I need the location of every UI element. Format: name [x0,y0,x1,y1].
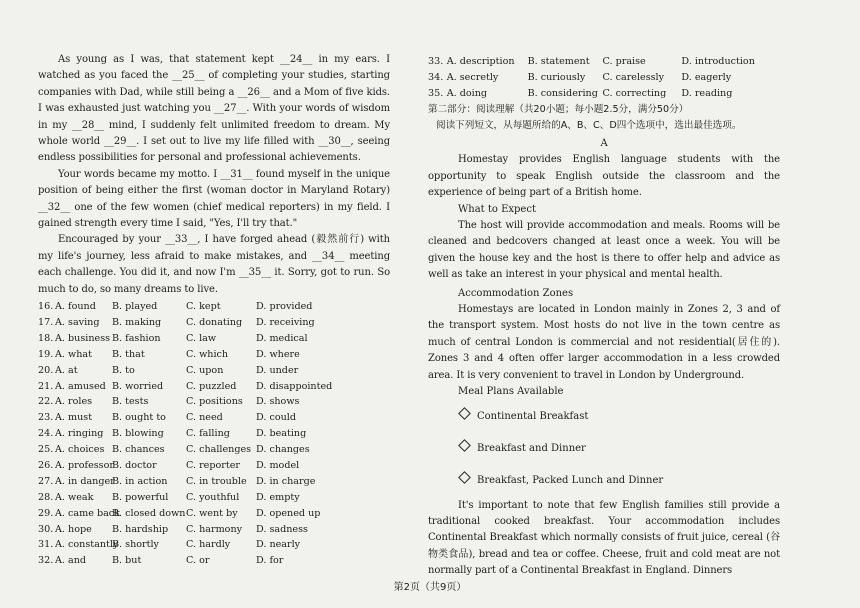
answer-option: B. powerful [112,491,169,503]
cloze-paragraph-3: Encouraged by your __33__, I have forged ahead (毅然前行) with my life's journey, less afraid to make mistakes, and __34__ meeting each challenge. You did it, and now I'm __35__ it. Sorry, got to run. So much to do, so many dreams to live. [38,234,390,295]
question-number: 29. [38,507,54,519]
answer-option: C. positions [186,396,243,408]
option-row [38,410,390,426]
answer-option: C. kept [186,301,221,313]
answer-option: D. medical [256,332,308,344]
question-number: 34. [428,72,444,83]
heading-what-to-expect: What to Expect [458,203,536,215]
answer-option: C. hardly [186,539,231,551]
answer-option: D. empty [256,491,300,503]
question-number: 32. [38,555,54,567]
option-row [38,442,390,458]
meal-plan-label: Breakfast, Packed Lunch and Dinner [477,474,664,486]
question-number: 23. [38,412,54,424]
answer-option: A. ringing [55,428,104,440]
answer-option: B. shortly [112,539,159,551]
answer-option: C. need [186,412,223,424]
answer-option: C. puzzled [186,380,237,392]
answer-option: D. introduction [681,56,755,67]
answer-option: A. weak [55,491,94,503]
answer-option: A. and [55,555,87,567]
answer-option: C. youthful [186,491,240,503]
answer-option: B. blowing [112,428,164,440]
question-number: 22. [38,396,54,408]
answer-option: D. reading [681,88,733,99]
answer-option: D. beating [256,428,307,440]
answer-option: B. curiously [527,72,586,83]
answer-option: A. doing [446,88,488,99]
answer-option: A. professor [55,460,114,471]
question-number: 30. [38,523,54,535]
answer-option: A. at [55,364,78,376]
question-number: 26. [38,460,54,471]
answer-option: A. hope [55,523,92,535]
answer-option: A. roles [55,396,93,408]
question-number: 24. [38,428,54,440]
section-instructions: 阅读下列短文，从每题所给的A、B、C、D四个选项中，选出最佳选项。 [436,120,742,131]
question-number: 19. [38,348,54,360]
answer-option: C. upon [186,364,224,376]
question-number: 27. [38,475,54,487]
answer-option: A. must [55,412,93,424]
cloze-paragraph-1: As young as I was, that statement kept __24__ in my ears. I watched as you faced the __25__ of completing your studies, starting companies with Dad, while still being a __26__ and a Mom of five kids. I was exhausted just watching you __27__. With your words of wisdom in my __28__ mind, I suddenly felt unlimited freedom to dream. My whole world __29__. I set out to live my life filled with __30__, seeing endless possibilities for personal and professional achievements. [38,54,390,164]
answer-option: C. correcting [602,88,667,99]
diamond-bullet-icon [458,407,471,420]
diamond-bullet-icon [458,471,471,484]
answer-option: A. constantly [55,539,119,551]
option-row [38,363,390,379]
answer-option: D. in charge [256,475,316,487]
meal-plan-label: Breakfast and Dinner [477,442,586,454]
answer-option: D. sadness [256,523,308,535]
heading-meal-plans: Meal Plans Available [458,386,564,398]
answer-option: A. came back [55,507,120,519]
option-row [38,553,390,569]
option-row [38,458,390,474]
answer-option: D. receiving [256,316,315,328]
answer-option: C. law [186,332,217,344]
answer-option: A. in danger [55,475,115,487]
question-number: 16. [38,301,54,313]
column-divider [406,40,407,585]
answer-option: B. hardship [112,523,169,535]
answer-option: D. provided [256,301,313,313]
answer-option: A. business [55,332,111,344]
answer-option: B. in action [112,475,168,487]
answer-option: A. what [55,348,92,360]
right-column [428,54,780,580]
paragraph-breakfast-note: It's important to note that few English families still provide a traditional cooked breakfast. Your accommodation includes Continental Breakfast which normally consists of fruit juice, cereal (谷物类食品), bread and tea or coffee. Cheese, fruit and cold meat are not normally part of a Continental Breakfast in England. Dinners [428,499,780,577]
option-row [38,490,390,506]
answer-option: B. tests [112,396,149,408]
option-row [38,394,390,410]
meal-plan-item [428,401,780,433]
answer-option: D. model [256,460,300,471]
question-number: 28. [38,491,54,503]
passage-letter: A [600,138,608,149]
answer-option: C. carelessly [602,72,665,83]
answer-option: D. changes [256,444,310,456]
answer-option: A. choices [55,444,105,456]
answer-option: D. shows [256,396,300,408]
paragraph-what-to-expect: The host will provide accommodation and meals. Rooms will be cleaned and bedcovers changed at least once a week. You will be given the house key and the host is there to offer help and advice as well as take an interest in your physical and mental health. [428,220,780,281]
heading-accommodation-zones: Accommodation Zones [458,287,574,299]
answer-option: B. considering [527,88,598,99]
answer-option: D. for [256,555,284,567]
option-row [38,537,390,553]
answer-option: A. saving [55,316,100,328]
answer-option: C. reporter [186,460,240,471]
answer-option: C. challenges [186,444,252,456]
page-number: 第2页（共9页） [393,582,467,593]
answer-option: D. under [256,364,299,376]
answer-option: A. description [446,56,515,67]
answer-option: B. closed down [112,507,186,519]
question-number: 35. [428,88,444,99]
question-number: 21. [38,380,54,392]
diamond-bullet-icon [458,439,471,452]
answer-option: B. ought to [112,412,166,424]
answer-option: B. to [112,364,135,376]
answer-option: B. chances [112,444,165,456]
question-number: 20. [38,364,54,376]
cloze-paragraph-2: Your words became my motto. I __31__ found myself in the unique position of being either the first (woman doctor in Maryland Rotary) __32__ one of the few women (chief medical reporters) in my field. I gained strength every time I said, "Yes, I'll try that." [38,168,390,230]
answer-option: D. disappointed [256,380,333,392]
question-number: 17. [38,316,54,328]
answer-option: D. nearly [256,539,301,551]
answer-option: C. went by [186,507,238,519]
answer-option: D. opened up [256,507,321,519]
answer-option: C. donating [186,316,243,328]
answer-option: C. falling [186,428,230,440]
option-row [428,70,780,86]
answer-option: B. making [112,316,162,328]
answer-option: A. secretly [446,72,499,83]
answer-option: B. fashion [112,332,161,344]
answer-option: C. which [186,348,229,360]
left-column [38,52,390,569]
option-row [428,86,780,102]
answer-option: B. that [112,348,145,360]
answer-option: A. found [55,301,96,313]
meal-plan-item [428,465,780,497]
answer-option: C. harmony [186,523,243,535]
answer-option: B. worried [112,380,164,392]
option-row [38,522,390,538]
answer-option: B. statement [527,56,590,67]
option-row [38,299,390,315]
answer-option: C. praise [602,56,646,67]
option-row [428,54,780,70]
answer-option: B. played [112,301,158,313]
paragraph-accommodation-zones: Homestays are located in London mainly in Zones 2, 3 and of the transport system. Most hosts do not live in the town centre as much of central London is commercial and not residential(居住的). Zones 3 and 4 often offer larger accommodation in a less crowded area. It is very convenient to travel in London by Underground. [428,304,780,381]
option-row [38,506,390,522]
option-row [38,379,390,395]
answer-option: D. where [256,348,300,360]
meal-plan-item [428,433,780,465]
question-number: 18. [38,332,54,344]
answer-option: D. could [256,412,296,424]
answer-option: C. or [186,555,210,567]
option-row [38,331,390,347]
answer-option: A. amused [55,380,106,392]
section-heading: 第二部分：阅读理解（共20小题；每小题2.5分，满分50分） [428,104,689,115]
answer-option: B. but [112,555,142,567]
cloze-options-list [38,299,390,569]
option-row [38,315,390,331]
answer-option: C. in trouble [186,475,247,487]
answer-option: B. doctor [112,460,157,471]
meal-plan-label: Continental Breakfast [477,410,589,422]
answer-option: D. eagerly [681,72,732,83]
question-number: 25. [38,444,54,456]
passage-intro: Homestay provides English language students with the opportunity to speak English outside the classroom and the experience of being part of a British home. [428,154,780,199]
question-number: 31. [38,539,54,551]
option-row [38,347,390,363]
option-row [38,474,390,490]
cloze-options-list-continued [428,54,780,102]
question-number: 33. [428,56,444,67]
option-row [38,426,390,442]
